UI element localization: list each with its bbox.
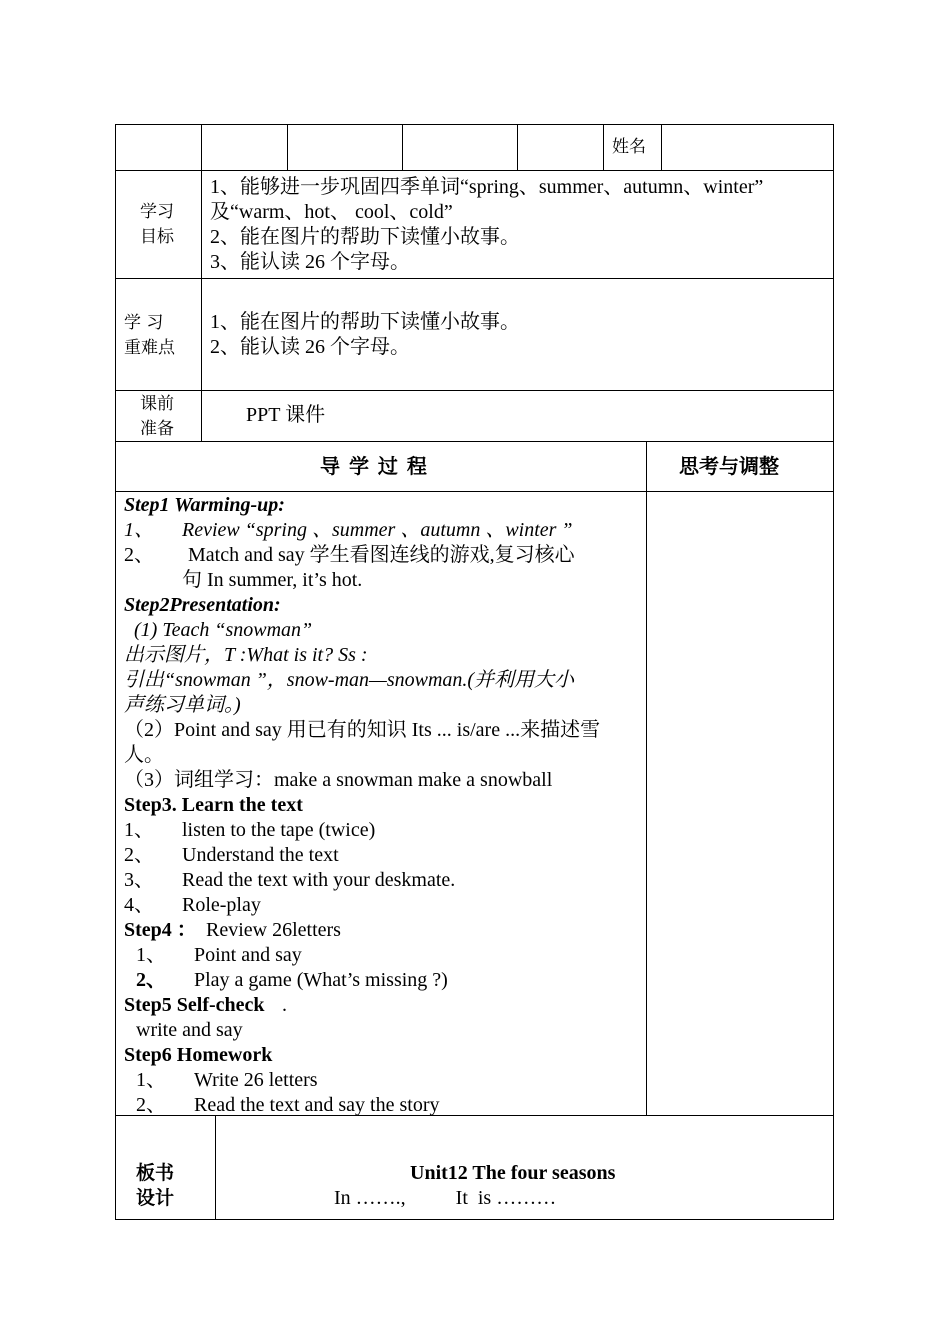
objectives-line4: 3、能认读 26 个字母。 <box>210 251 410 273</box>
row-divider <box>115 441 834 442</box>
board-title: Unit12 The four seasons <box>410 1162 616 1184</box>
preparation-label-line1: 课前 <box>140 394 174 414</box>
step1-item2-cont: 句 In summer, it’s hot. <box>182 569 363 591</box>
step2-title: Step2Presentation: <box>124 594 281 616</box>
step2-line7: （3）词组学习：make a snowman make a snowball <box>124 769 553 791</box>
col-divider <box>603 124 604 170</box>
objectives-line2: 及“warm、hot、 cool、cold” <box>210 201 453 223</box>
step6-title: Step6 Homework <box>124 1044 273 1066</box>
step3-item-text: listen to the tape (twice) <box>182 819 376 841</box>
step3-item-num: 3、 <box>124 869 154 891</box>
row-divider <box>115 278 834 279</box>
board-label-line1: 板书 <box>136 1162 175 1184</box>
step1-item1-text: Review “spring 、summer 、autumn 、winter ” <box>182 519 573 541</box>
keypoints-label-line1: 学 习 <box>124 313 164 333</box>
step2-line2: 出示图片，T :What is it? Ss : <box>124 644 368 666</box>
step4-item-num: 2、 <box>136 969 166 991</box>
step2-line1: (1) Teach “snowman” <box>134 619 313 641</box>
step4-item-num: 1、 <box>136 944 166 966</box>
row-divider <box>115 390 834 391</box>
col-divider <box>215 1115 216 1220</box>
keypoints-label-line2: 重难点 <box>124 338 175 358</box>
col-divider <box>517 124 518 170</box>
preparation-label-line2: 准备 <box>140 419 174 439</box>
process-title: 导 学 过 程 <box>320 454 428 478</box>
preparation-value: PPT 课件 <box>246 404 326 426</box>
keypoints-line2: 2、能认读 26 个字母。 <box>210 336 410 358</box>
step3-item-num: 2、 <box>124 844 154 866</box>
col-divider <box>402 124 403 170</box>
objectives-line1: 1、能够进一步巩固四季单词“spring、summer、autumn、winter” <box>210 176 764 198</box>
step2-line5: （2）Point and say 用已有的知识 Its ... is/are ...来描述雪 <box>124 719 601 741</box>
name-label: 姓名 <box>612 137 646 157</box>
step5-title-dot: . <box>282 994 287 1016</box>
board-label-line2: 设计 <box>136 1187 175 1209</box>
step3-title: Step3. Learn the text <box>124 794 303 816</box>
reflection-title: 思考与调整 <box>679 454 779 478</box>
row-divider <box>115 491 834 492</box>
step1-item2-text: Match and say 学生看图连线的游戏,复习核心 <box>188 544 575 566</box>
col-divider <box>661 124 662 170</box>
row-divider <box>115 170 834 171</box>
objectives-label-line1: 学习 <box>140 202 174 222</box>
step4-title: Step4 ： <box>124 919 197 941</box>
step4-item-text: Play a game (What’s missing ?) <box>194 969 448 991</box>
step3-item-num: 1、 <box>124 819 154 841</box>
step1-item1-num: 1、 <box>124 519 154 541</box>
step3-item-text: Read the text with your deskmate. <box>182 869 456 891</box>
step2-line6: 人。 <box>124 744 164 766</box>
step5-title: Step5 Self-check <box>124 994 265 1016</box>
step1-item2-num: 2、 <box>124 544 154 566</box>
step6-item-num: 1、 <box>136 1069 166 1091</box>
keypoints-line1: 1、能在图片的帮助下读懂小故事。 <box>210 311 520 333</box>
col-divider <box>287 124 288 170</box>
step6-item-text: Write 26 letters <box>194 1069 318 1091</box>
step2-line3: 引出“snowman ”，snow-man—snowman.(并利用大小 <box>124 669 575 691</box>
step2-line4: 声练习单词。) <box>124 694 241 716</box>
board-line: In ……., It is ……… <box>334 1187 557 1209</box>
objectives-line3: 2、能在图片的帮助下读懂小故事。 <box>210 226 520 248</box>
step3-item-num: 4、 <box>124 894 154 916</box>
step4-item-text: Point and say <box>194 944 302 966</box>
step3-item-text: Role-play <box>182 894 261 916</box>
step6-item-num: 2、 <box>136 1094 166 1116</box>
col-divider <box>646 441 647 1115</box>
objectives-label-line2: 目标 <box>140 227 174 247</box>
step5-line1: write and say <box>136 1019 243 1041</box>
step6-item-text: Read the text and say the story <box>194 1094 440 1116</box>
step4-subtitle: Review 26letters <box>206 919 341 941</box>
step3-item-text: Understand the text <box>182 844 339 866</box>
step1-title: Step1 Warming-up: <box>124 494 285 516</box>
col-divider <box>201 124 202 441</box>
